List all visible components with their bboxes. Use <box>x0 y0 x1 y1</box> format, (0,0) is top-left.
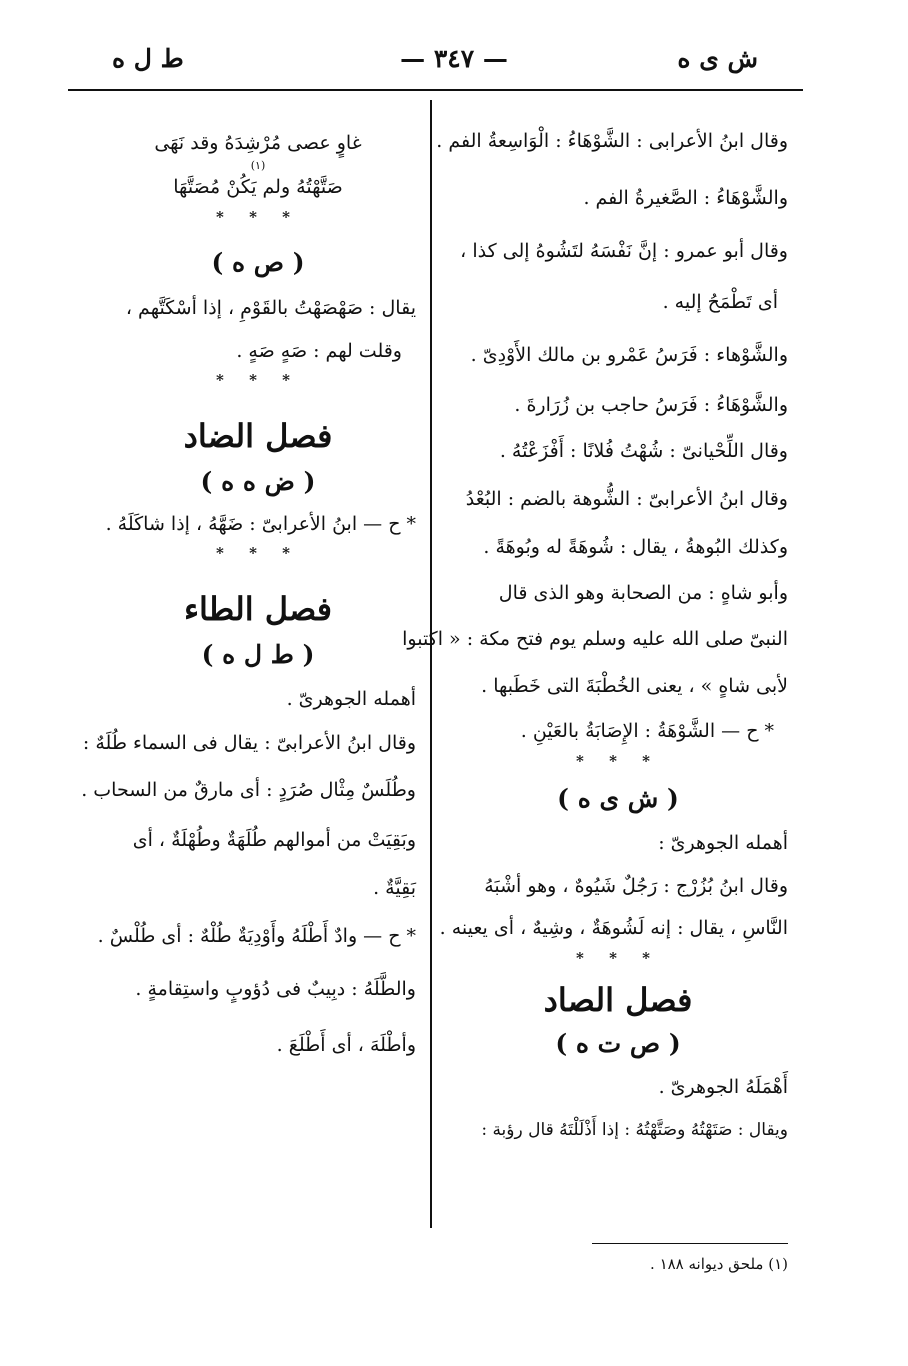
footnote-rule <box>592 1243 788 1244</box>
section-separator: * * * <box>216 371 300 389</box>
section-separator: * * * <box>216 208 300 226</box>
page-number: — ٣٤٧ — <box>400 44 508 73</box>
text-line: النبىّ صلى الله عليه وسلم يوم فتح مكة : « اكتبوا <box>402 628 788 650</box>
verse-line: صَتَّهْتُهُ ولم يَكُنْ مُصَتَّهَا <box>173 176 343 198</box>
section-separator: * * * <box>216 544 300 562</box>
text-line: يقال : صَهْصَهْتُ بالقَوْمِ ، إذا أسْكَتَّهم ، <box>125 297 416 319</box>
text-line: أى تَطْمَحُ إليه . <box>662 291 778 313</box>
text-line: وقال اللِّحْيانىّ : شُهْتُ فُلانًا : أَفْزَعْتُهُ . <box>499 440 788 462</box>
text-line: وأبو شاهٍ : من الصحابة وهو الذى قال <box>498 582 788 604</box>
text-line: * ح — الشَّوْهَةُ : الإِصَابَةُ بالعَيْنِ . <box>520 720 774 742</box>
text-line: والطَّلَهُ : دبِيبٌ فى دُؤوبٍ واستِقامةٍ . <box>135 978 416 1000</box>
text-line: وقال ابنُ بُزُرْج : رَجُلٌ شَيُوهٌ ، وهو أشْبَهُ <box>484 875 788 897</box>
section-separator: * * * <box>576 949 660 967</box>
text-line: بَقِيَّةٌ . <box>373 877 416 899</box>
text-line: والشَّوْهاء : فَرَسُ عَمْرو بن مالك الأَوْدِىّ . <box>470 344 788 366</box>
text-line: وقال ابنُ الأعرابى : الشَّوْهَاءُ : الْوَاسِعةُ الفم . <box>436 130 788 152</box>
section-heading: فصل الصاد <box>543 981 693 1019</box>
text-line: أهمله الجوهرىّ : <box>658 832 788 854</box>
root-heading: ( ش ى ه ) <box>557 784 679 813</box>
text-line: وكذلك البُوهةُ ، يقال : شُوهَةً له وبُوهَةً . <box>483 536 788 558</box>
text-line: وقال أبو عمرو : إنَّ نَفْسَهُ لتَشُوهُ إلى كذا ، <box>460 240 788 262</box>
text-line: * ح — ابنُ الأعرابىّ : ضَهَّهُ ، إذا شاكَلَهُ . <box>105 513 416 535</box>
text-line: لأبى شاهٍ » ، يعنى الخُطْبَةَ التى خَطَبها . <box>481 675 788 697</box>
header-rule <box>68 89 803 91</box>
text-line: والشَّوْهَاءُ : الصَّغيرةُ الفم . <box>583 187 788 209</box>
text-line: أَهْمَلَهُ الجوهرىّ . <box>658 1076 788 1098</box>
text-line: ويقال : صَتَهْتُهُ وصَتَّهْتُهُ : إذا أَذْلَلْتَهُ قال رؤبة : <box>481 1120 788 1140</box>
root-heading: ( ص ه ) <box>211 248 305 277</box>
root-heading: ( ض ه ه ) <box>200 467 316 496</box>
text-line: وأطْلَهَ ، أى أَطْلَعَ . <box>276 1034 416 1056</box>
left-column <box>81 120 416 1073</box>
header-root-right: ش ى ه <box>677 44 758 73</box>
verse-line: غاوٍ عصى مُرْشِدَهُ وقد نَهَى <box>154 132 362 154</box>
root-heading: ( ص ت ه ) <box>555 1029 681 1058</box>
text-line: * ح — وادٌ أَطْلَهُ وأَوْدِيَةٌ طُلْهٌ : أى طُلْسٌ . <box>97 925 416 947</box>
header-root-left: ط ل ه <box>112 44 184 73</box>
text-line: وقال ابنُ الأعرابىّ : يقال فى السماء طُلَهٌ : <box>82 732 416 754</box>
footnote: (١) ملحق ديوانه ١٨٨ . <box>650 1255 788 1273</box>
section-heading: فصل الطاء <box>183 590 333 628</box>
text-line: وطُلَسٌ مِثْال صُرَدٍ : أى مارقٌ من السحاب . <box>81 779 416 801</box>
text-line: أهمله الجوهرىّ . <box>286 688 416 710</box>
section-heading: فصل الضاد <box>183 417 333 455</box>
root-heading: ( ط ل ه ) <box>201 640 315 669</box>
section-separator: * * * <box>576 752 660 770</box>
right-column <box>402 120 788 1150</box>
column-divider <box>430 100 432 1228</box>
text-line: النَّاسِ ، يقال : إنه لَشُوهَةٌ ، وشِيهٌ ، أى يعينه . <box>439 917 788 939</box>
footnote-marker: (١) <box>250 159 266 172</box>
text-line: وقال ابنُ الأعرابىّ : الشُّوهة بالضم : البُعْدُ <box>465 488 788 510</box>
text-line: والشَّوْهَاءُ : فَرَسُ حاجب بن زُرَارةَ . <box>514 394 788 416</box>
text-line: وقلت لهم : صَهٍ صَهٍ . <box>236 340 402 362</box>
text-line: وبَقِيَتْ من أموالهم طُلَهَةٌ وطُهْلَةٌ ، أى <box>132 829 416 851</box>
